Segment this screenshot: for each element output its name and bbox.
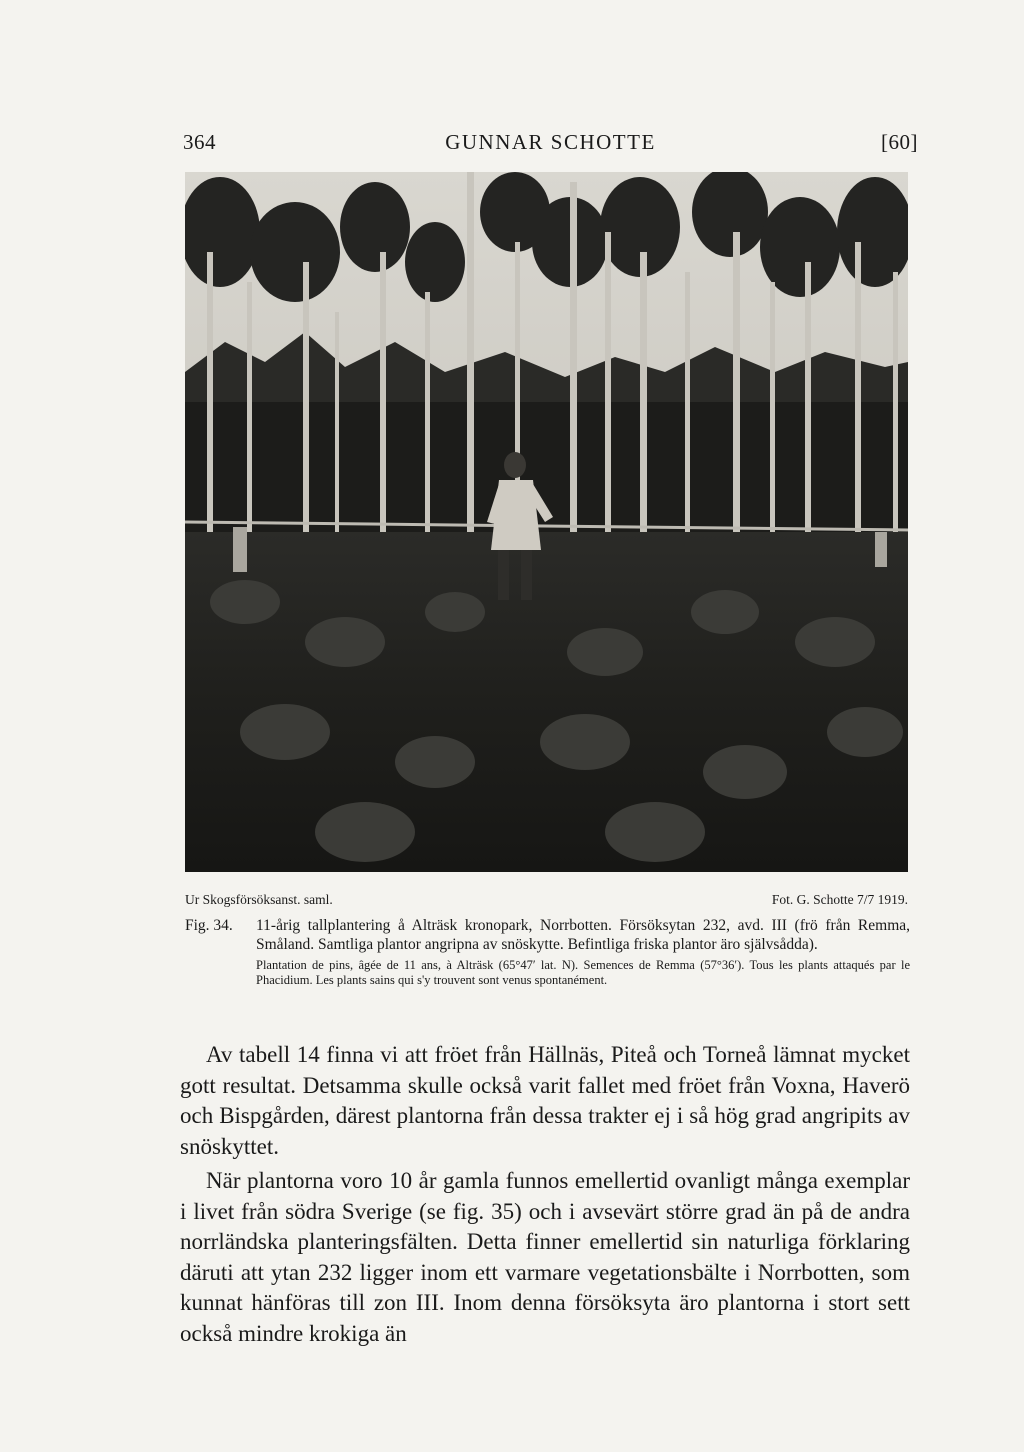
plantation-ground: [185, 532, 908, 872]
paragraph: När plantorna voro 10 år gamla funnos emellertid ovanligt många exemplar i livet från södra Sverige (se fig. 35) och i avsevärt större grad än på de andra norrländska planteringsfälten. Detta finner emellertid sin naturliga förklaring däruti att ytan 232 ligger inom ett varmare vegetationsbälte i Norrbotten, som kunnat hänföras till zon III. Inom denna försöksyta äro plantorna i stort sett också mindre krokiga än: [180, 1168, 910, 1346]
figure-number: Fig. 34.: [185, 917, 233, 934]
caption-french: Plantation de pins, âgée de 11 ans, à Alträsk (65°47′ lat. N). Semences de Remma (57°36′). Tous les plants attaqués par le Phacidium. Les plants sains qui s'y trouvent sont venus spontanément.: [256, 958, 910, 987]
credit-photographer: Fot. G. Schotte 7/7 1919.: [771, 892, 908, 907]
page-number: 364: [183, 130, 216, 154]
forest-plantation-photo: [185, 172, 908, 872]
caption-swedish: 11-årig tallplantering å Alträsk kronopark, Norrbotten. Försöksytan 232, avd. III (frö från Remma, Småland. Samtliga plantor angripna av snöskytte. Befintliga friska plantor äro självsådda).: [256, 917, 910, 953]
paragraph: Av tabell 14 finna vi att fröet från Hällnäs, Piteå och Torneå lämnat mycket gott resultat. Detsamma skulle också varit fallet med fröet från Voxna, Haverö och Bispgården, därest plantorna från dessa trakter ej i så hög grad angripits av snöskyttet.: [180, 1042, 910, 1159]
body-text: [180, 1040, 910, 1349]
figure-caption: [185, 916, 910, 988]
bracket-page-number: [60]: [881, 130, 918, 154]
credit-source: Ur Skogsförsöksanst. saml.: [185, 892, 333, 907]
running-head: [183, 130, 918, 160]
running-author: GUNNAR SCHOTTE: [445, 130, 656, 154]
